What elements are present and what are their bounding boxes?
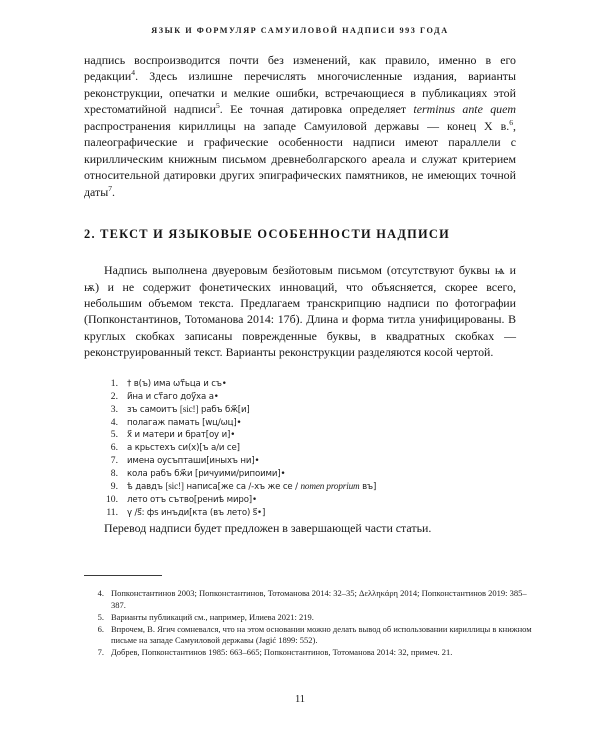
footnote-ref-5[interactable]: 5 [215, 101, 220, 111]
intro-text-a: надпись воспроизводится почти без изменений, как правило, именно в его редакции [84, 53, 516, 84]
sic-marker: [sic!] [179, 403, 199, 414]
list-item [84, 442, 516, 455]
list-item [84, 417, 516, 430]
line-text-part: рабъ бж҃[и] [200, 404, 250, 415]
line-text: а крьстехъ си(х)[ъ а/и се] [127, 443, 240, 454]
list-item [84, 378, 516, 391]
intro-text-b: . Здесь излишне перечислять многочисленные издания, варианты реконструкции, опечатки и мелкие ошибки, встречающиеся в публикациях этой хрестоматийной надписи [84, 69, 516, 117]
list-item [84, 404, 516, 417]
line-text-part: ѣ давдъ [127, 482, 163, 493]
line-number: 2. [110, 390, 118, 402]
latin-term: nomen proprium [300, 481, 360, 492]
footnote-number: 6. [97, 623, 104, 634]
list-item [84, 455, 516, 468]
footnote-item [84, 647, 532, 659]
footnote-text: Попконстантинов 2003; Попконстантинов, Тотоманова 2014: 32–35; Δελληκάρη 2014; Попконстантинов 2019: 385–387. [111, 588, 527, 610]
transcription-list [84, 378, 516, 520]
line-number: 9. [110, 481, 118, 493]
line-number: 6. [110, 442, 118, 454]
footnote-ref-7[interactable]: 7 [108, 183, 113, 193]
page-content [84, 52, 516, 536]
line-text: † в(ъ) има ѡт҃ьца и съ• [127, 378, 227, 389]
line-text: имена оусъпташи[иныхъ ни]• [127, 456, 260, 467]
footnote-separator [84, 575, 162, 576]
list-item [84, 468, 516, 481]
paragraph-closing: Перевод надписи будет предложен в завершающей части статьи. [104, 520, 432, 535]
footnote-item [84, 612, 532, 624]
line-text: кола рабъ бж҃и [ричуими/рипоими]• [127, 469, 286, 480]
list-item [84, 391, 516, 404]
line-number: 5. [110, 429, 118, 441]
footnote-ref-6[interactable]: 6 [509, 117, 514, 127]
line-number: 1. [110, 377, 118, 389]
footnotes-section [84, 588, 532, 660]
line-number: 3. [110, 403, 118, 415]
footnote-text: Добрев, Попконстантинов 1985: 663–665; Попконстантинов, Тотоманова 2014: 32, примеч. 21. [111, 647, 453, 658]
footnote-number: 5. [97, 611, 104, 622]
line-text: ү /ѕ҃: фѕ инъди[кта (въ лето) ѕ҃•] [127, 507, 266, 518]
line-number: 11. [106, 506, 118, 518]
list-item [84, 429, 516, 442]
line-text [127, 404, 250, 417]
section-heading: 2. ТЕКСТ И ЯЗЫКОВЫЕ ОСОБЕННОСТИ НАДПИСИ [84, 227, 450, 242]
line-number: 10. [106, 493, 118, 505]
footnote-text: Впрочем, В. Ягич сомневался, что на этом основании можно делать вывод об использовании кириллицы в книжном письме на западе Самуиловой державы (Jagić 1899: 552). [111, 623, 532, 646]
footnote-number: 4. [97, 588, 104, 598]
running-head: ЯЗЫК И ФОРМУЛЯР САМУИЛОВОЙ НАДПИСИ 993 ГОДА [151, 26, 449, 35]
line-text: х҃ и матери и брат[оу и]• [127, 430, 236, 441]
list-item [84, 507, 516, 520]
footnote-text: Варианты публикаций см., например, Илиева 2021: 219. [111, 611, 314, 622]
line-text [127, 481, 376, 494]
intro-text-d: распространения кириллицы на западе Самуиловой державы — конец X в. [84, 118, 510, 133]
intro-text-c: . Ее точная датировка определяет [219, 102, 414, 117]
list-item [84, 494, 516, 507]
line-text-part: въ] [359, 482, 377, 493]
intro-text-f: . [112, 184, 116, 199]
line-text-part: написа[же са /-хъ же се / [186, 482, 301, 493]
page-number: 11 [294, 694, 306, 705]
footnote-item [84, 588, 532, 611]
line-text: полагаж памать [wц/ѡц]• [127, 417, 242, 428]
footnote-item [84, 624, 532, 647]
line-number: 8. [110, 468, 118, 480]
line-text-part: зъ самоитъ [127, 404, 178, 415]
footnote-list [84, 588, 532, 659]
list-item [84, 481, 516, 494]
line-text: и҃на и ст҃аго доу҃ха а• [127, 391, 219, 402]
line-text: лето отъ сътво[рениѣ миро]• [127, 494, 257, 505]
line-number: 7. [110, 455, 118, 467]
intro-text-e: , палеографические и графические особенности надписи имеют параллели с кириллическим книжным письмом древнеболгарского ареала и служат критерием относительной датировки других эпиграфических памятников, не имеющих точной даты [84, 118, 516, 199]
paragraph-intro [84, 52, 516, 200]
line-number: 4. [110, 416, 118, 428]
footnote-ref-4[interactable]: 4 [131, 68, 136, 78]
paragraph-transcription-intro: Надпись выполнена двуеровым безйотовым письмом (отсутствуют буквы ѩ и ѭ) и не содержит фонетических инноваций, что объясняется, скорее всего, небольшим объемом текста. Предлагаем транскрипцию надписи по фотографии (Попконстантинов, Тотоманова 2014: 17б). Длина и форма титла унифицированы. В круглых скобках записаны поврежденные буквы, в квадратных скобках — реконструированный текст. Варианты реконструкции разделяются косой чертой. [84, 263, 516, 360]
footnote-number: 7. [97, 647, 104, 658]
latin-term-terminus-ante-quem: terminus ante quem [413, 102, 516, 117]
sic-marker: [sic!] [165, 481, 184, 492]
